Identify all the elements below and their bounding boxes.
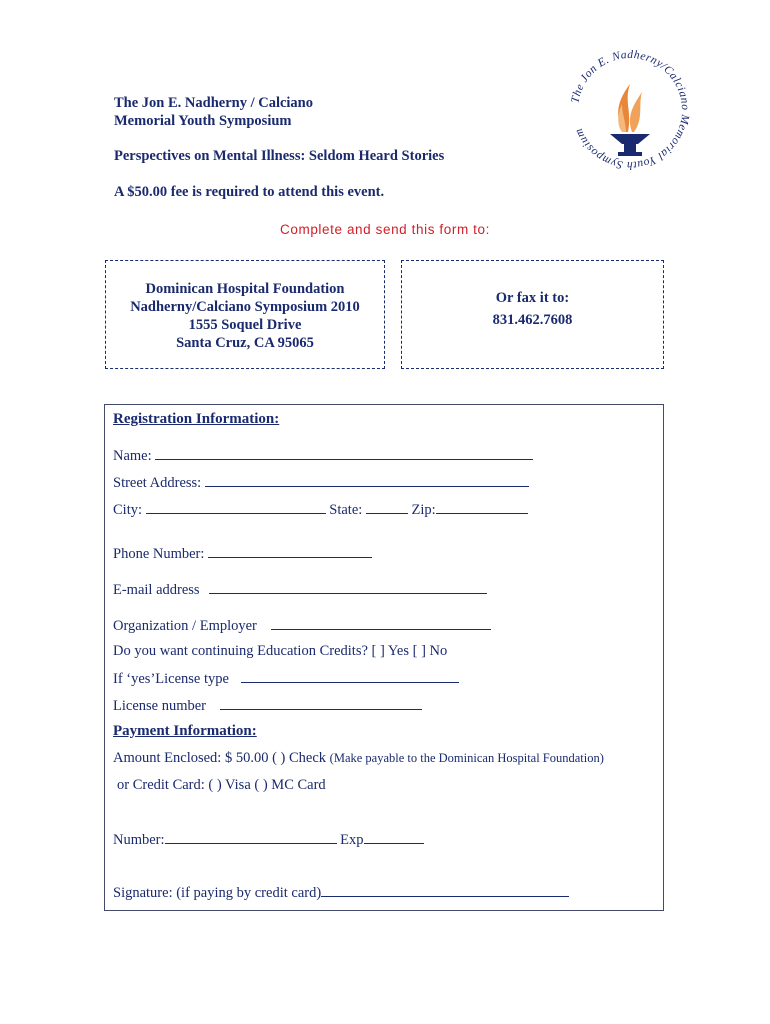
zip-field[interactable]	[436, 501, 528, 514]
address-line-4: Santa Cruz, CA 95065	[176, 335, 314, 351]
org-row	[113, 617, 491, 635]
symposium-logo	[560, 40, 700, 180]
city-row	[113, 501, 528, 519]
fax-label: Or fax it to:	[495, 290, 570, 306]
zip-label: Zip:	[411, 502, 436, 518]
fee-notice: A $50.00 fee is required to attend this event.	[114, 184, 385, 200]
street-row	[113, 474, 529, 492]
logo-ring-text: The Jon E. Nadherny/Calciano Memorial Youth Symposium	[569, 48, 692, 172]
exp-field[interactable]	[364, 831, 424, 844]
credit-card-label[interactable]: or Credit Card: ( ) Visa ( ) MC Card	[117, 777, 326, 793]
signature-row	[113, 884, 569, 902]
fax-number: 831.462.7608	[492, 312, 573, 328]
name-field[interactable]	[155, 447, 533, 460]
credits-question[interactable]: Do you want continuing Education Credits? [ ] Yes [ ] No	[113, 643, 448, 659]
amount-row	[113, 750, 604, 767]
send-instruction: Complete and send this form to:	[280, 222, 490, 237]
street-label: Street Address:	[113, 475, 202, 491]
address-line-1: Dominican Hospital Foundation	[145, 281, 345, 297]
name-label: Name:	[113, 448, 152, 464]
state-field[interactable]	[366, 501, 408, 514]
phone-label: Phone Number:	[113, 546, 205, 562]
license-number-label: License number	[113, 698, 207, 714]
email-label: E-mail address	[113, 582, 200, 598]
event-subtitle: Perspectives on Mental Illness: Seldom Heard Stories	[114, 148, 445, 164]
org-field[interactable]	[271, 617, 491, 630]
event-title-line2: Memorial Youth Symposium	[114, 113, 292, 129]
org-label: Organization / Employer	[113, 618, 257, 634]
phone-field[interactable]	[208, 545, 372, 558]
flame-icon	[618, 84, 642, 132]
card-number-row	[113, 831, 424, 849]
exp-label: Exp	[340, 832, 364, 848]
amount-label[interactable]: Amount Enclosed: $ 50.00 ( ) Check	[113, 750, 327, 766]
torch-icon	[610, 134, 650, 156]
registration-heading: Registration Information:	[113, 411, 280, 427]
address-line-3: 1555 Soquel Drive	[188, 317, 302, 333]
payable-note: (Make payable to the Dominican Hospital Foundation)	[329, 751, 604, 765]
email-field[interactable]	[209, 581, 487, 594]
address-line-2: Nadherny/Calciano Symposium 2010	[130, 299, 360, 315]
city-label: City:	[113, 502, 143, 518]
payment-heading: Payment Information:	[113, 723, 257, 739]
phone-row	[113, 545, 372, 563]
mailing-address-box	[105, 260, 385, 369]
state-label: State:	[329, 502, 363, 518]
card-number-field[interactable]	[165, 831, 337, 844]
credit-card-row	[113, 777, 326, 794]
credits-row	[113, 643, 447, 660]
license-type-field[interactable]	[241, 670, 459, 683]
license-number-row	[113, 697, 422, 715]
event-title-line1: The Jon E. Nadherny / Calciano	[114, 95, 313, 111]
signature-label: Signature: (if paying by credit card)	[113, 885, 322, 901]
signature-field[interactable]	[321, 884, 569, 897]
name-row	[113, 447, 533, 465]
license-type-label: If ‘yes’License type	[113, 671, 229, 687]
card-number-label: Number:	[113, 832, 165, 848]
fax-box	[401, 260, 664, 369]
city-field[interactable]	[146, 501, 326, 514]
email-row	[113, 581, 487, 599]
street-field[interactable]	[205, 474, 529, 487]
license-number-field[interactable]	[220, 697, 422, 710]
license-type-row	[113, 670, 459, 688]
